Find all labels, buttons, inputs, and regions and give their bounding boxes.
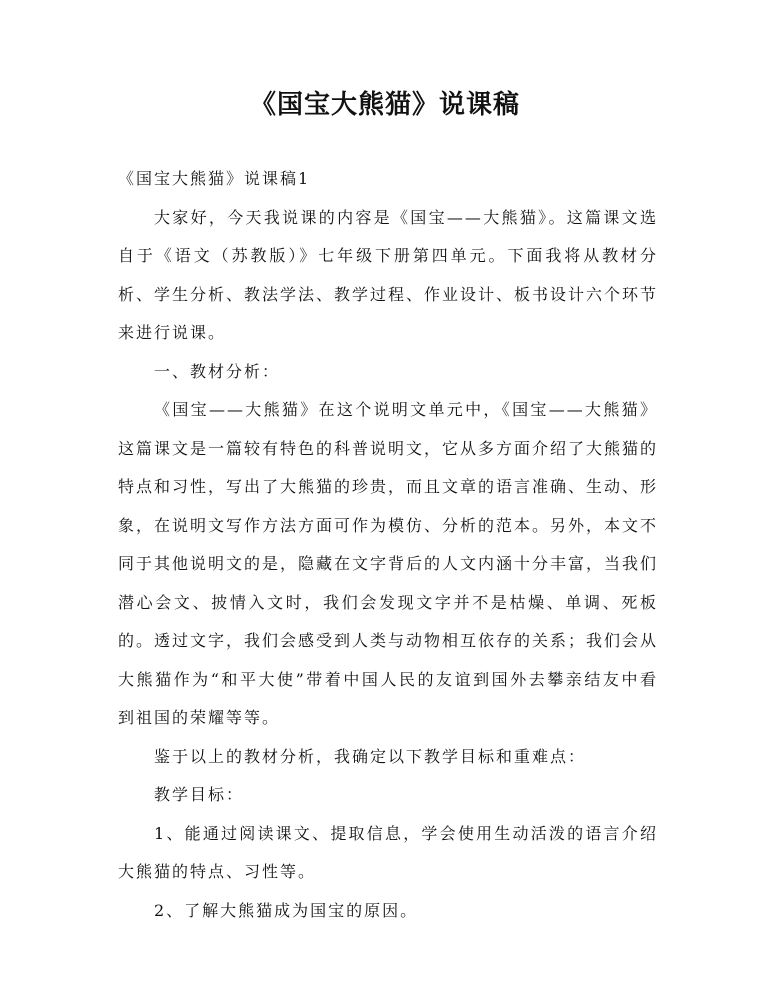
paragraph-textbook-analysis: 《国宝——大熊猫》在这个说明文单元中，《国宝——大熊猫》这篇课文是一篇较有特色的科普说明文，它从多方面介绍了大熊猫的特点和习性，写出了大熊猫的珍贵，而且文章的语言准确、生动、形象，在说明文写作方法方面可作为模仿、分析的范本。另外，本文不同于其他说明文的是，隐藏在文字背后的人文内涵十分丰富，当我们潜心会文、披情入文时，我们会发现文字并不是枯燥、单调、死板的。透过文字，我们会感受到人类与动物相互依存的关系；我们会从大熊猫作为“和平大使”带着中国人民的友谊到国外去攀亲结友中看到祖国的荣耀等等。 xyxy=(118,400,659,727)
paragraph-objectives-intro: 鉴于以上的教材分析，我确定以下教学目标和重难点： xyxy=(154,746,587,766)
section-heading-textbook-analysis: 一、教材分析： xyxy=(154,361,281,381)
objective-item-1: 1、能通过阅读课文、提取信息，学会使用生动活泼的语言介绍大熊猫的特点、习性等。 xyxy=(118,823,658,881)
heading-teaching-objectives: 教学目标： xyxy=(154,785,245,804)
document-title: 《国宝大熊猫》说课稿 xyxy=(249,90,520,120)
document-subtitle: 《国宝大熊猫》说课稿1 xyxy=(118,169,311,188)
document-body xyxy=(118,160,658,930)
paragraph-intro: 大家好，今天我说课的内容是《国宝——大熊猫》。这篇课文选自于《语文（苏教版）》七年级下册第四单元。下面我将从教材分析、学生分析、教法学法、教学过程、作业设计、板书设计六个环节来进行说课。 xyxy=(118,207,659,342)
objective-item-2: 2、了解大熊猫成为国宝的原因。 xyxy=(154,900,419,920)
